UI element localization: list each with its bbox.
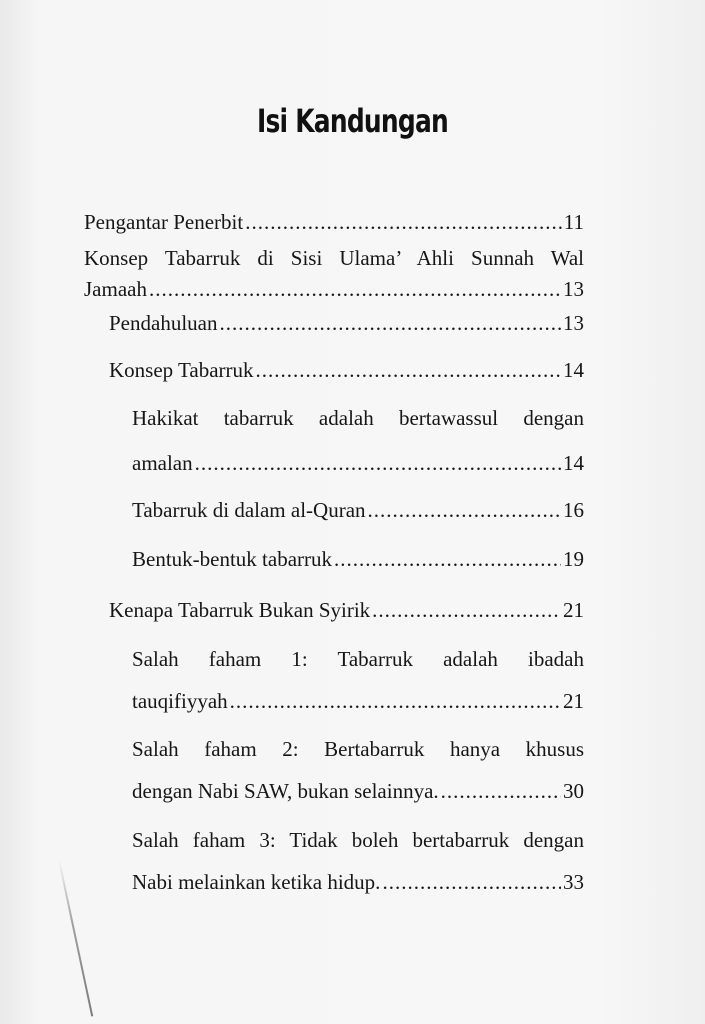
toc-entry-title-line: Salah faham 2: Bertabarruk hanya khusus [132, 737, 584, 761]
toc-entry[interactable] [132, 404, 584, 477]
toc-entry[interactable] [109, 309, 584, 337]
toc-page-number: 21 [563, 689, 584, 713]
toc-dot-leader [245, 208, 562, 236]
toc-entry-title: dengan Nabi SAW, bukan selainnya. [132, 779, 439, 803]
toc-entry-title: Tabarruk di dalam al-Quran [132, 498, 366, 522]
toc-entry-title: Konsep Tabarruk [109, 358, 254, 382]
toc-page-number: 11 [563, 210, 584, 234]
toc-entry-title-line: Hakikat tabarruk adalah bertawassul dengan [132, 406, 584, 430]
toc-page-number: 16 [563, 498, 584, 522]
toc-entry[interactable] [84, 244, 584, 303]
toc-dot-leader [334, 545, 561, 573]
toc-dot-leader [149, 275, 561, 303]
toc-page-number: 14 [563, 451, 584, 475]
toc-dot-leader [219, 309, 561, 337]
toc-page-number: 30 [563, 779, 584, 803]
toc-entry-title: amalan [132, 451, 193, 475]
toc-entry-title-line: Salah faham 3: Tidak boleh bertabarruk dengan [132, 828, 584, 852]
toc-entry[interactable] [109, 356, 584, 384]
toc-dot-leader [372, 596, 561, 624]
toc-dot-leader [195, 449, 561, 477]
toc-dot-leader [441, 777, 561, 805]
toc-entry-title: tauqifiyyah [132, 689, 228, 713]
toc-dot-leader [368, 496, 561, 524]
toc-page-number: 33 [563, 870, 584, 894]
toc-page-number: 13 [563, 311, 584, 335]
toc-page-number: 13 [563, 277, 584, 301]
toc-entry-title: Pengantar Penerbit [84, 210, 244, 234]
toc-entry-title: Kenapa Tabarruk Bukan Syirik [109, 598, 371, 622]
toc-entry-title: Nabi melainkan ketika hidup. [132, 870, 381, 894]
page-title: Isi Kandungan [256, 102, 449, 140]
toc-page-number: 14 [563, 358, 584, 382]
toc-dot-leader [382, 868, 561, 896]
toc-entry[interactable] [132, 545, 584, 573]
toc-entry-title-line: Konsep Tabarruk di Sisi Ulama’ Ahli Sunnah Wal [84, 246, 584, 270]
toc-entry-title: Pendahuluan [109, 311, 218, 335]
toc-entry[interactable] [132, 645, 584, 715]
toc-dot-leader [256, 356, 561, 384]
toc-entry[interactable] [132, 735, 584, 805]
toc-dot-leader [230, 687, 561, 715]
toc-entry-title-line: Salah faham 1: Tabarruk adalah ibadah [132, 647, 584, 671]
toc-entry[interactable] [132, 496, 584, 524]
toc-page-number: 19 [563, 547, 584, 571]
page-fold-line [58, 860, 93, 1017]
toc-entry[interactable] [84, 208, 584, 236]
toc-entry-title: Jamaah [84, 277, 147, 301]
toc-entry-title: Bentuk-bentuk tabarruk [132, 547, 333, 571]
toc-entry[interactable] [132, 826, 584, 896]
toc-entry[interactable] [109, 596, 584, 624]
toc-page-number: 21 [563, 598, 584, 622]
